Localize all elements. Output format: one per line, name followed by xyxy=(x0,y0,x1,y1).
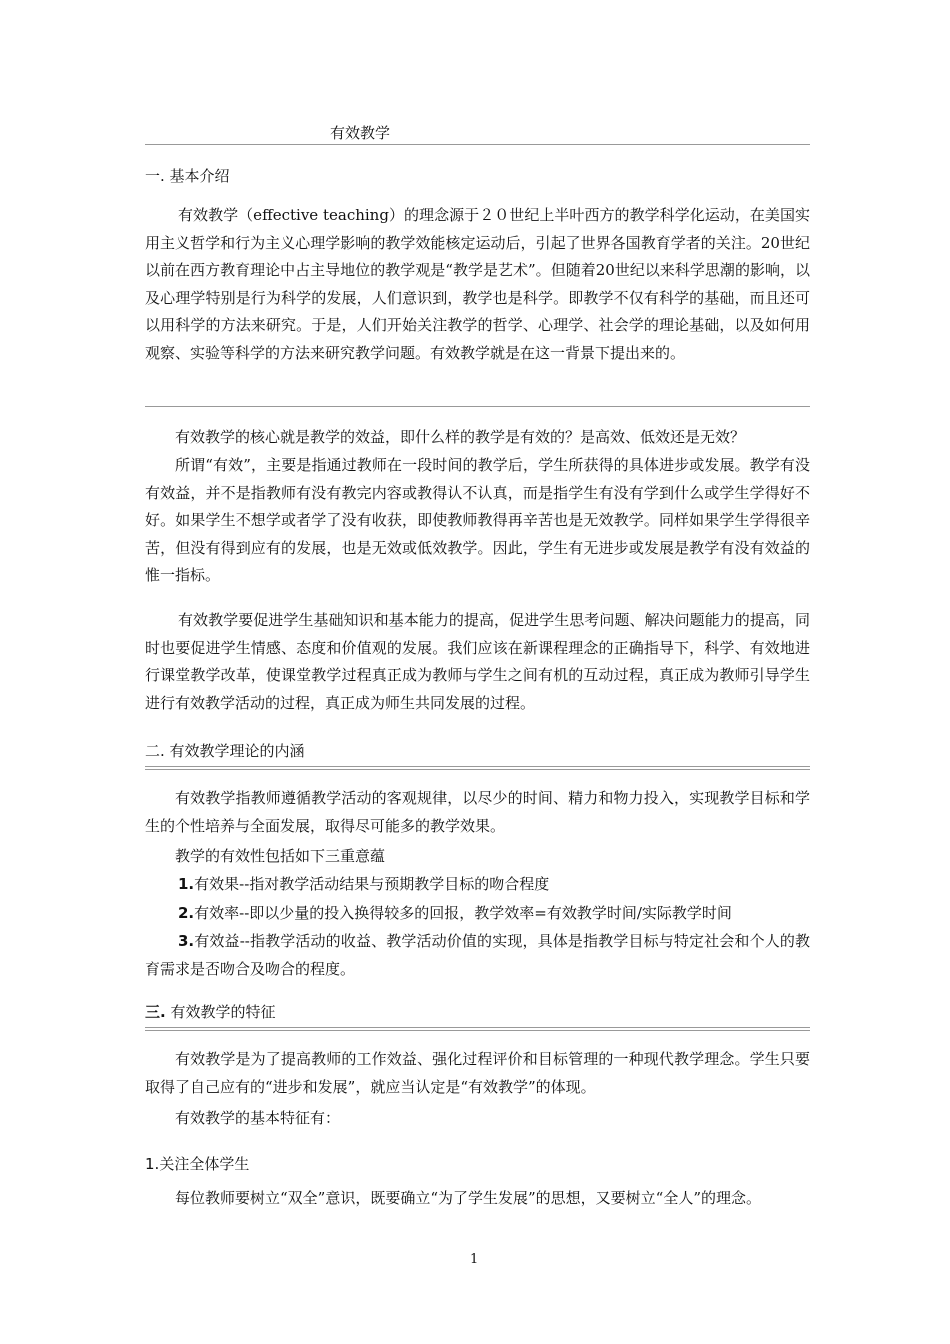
section-heading-number: 三. xyxy=(145,1003,166,1021)
paragraph-connotation-1: 有效教学指教师遵循教学活动的客观规律，以尽少的时间、精力和物力投入，实现教学目标和学生的个性培养与全面发展，取得尽可能多的教学效果。 xyxy=(145,789,810,835)
section-divider-connotation xyxy=(145,766,810,770)
list-item xyxy=(145,928,810,983)
paragraph-features-3: 每位教师要树立“双全”意识，既要确立“为了学生发展”的思想，又要树立“全人”的理念。 xyxy=(175,1189,762,1207)
list-item-number: 3. xyxy=(178,932,195,950)
section-divider-features xyxy=(145,1027,810,1031)
title-divider xyxy=(145,144,810,145)
paragraph-intro-1: 有效教学（effective teaching）的理念源于２０世纪上半叶西方的教学科学化运动，在美国实用主义哲学和行为主义心理学影响的教学效能核定运动后，引起了世界各国教育学者的关注。20世纪以前在西方教育理论中占主导地位的教学观是“教学是艺术”。但随着20世纪以来科学思潮的影响，以及心理学特别是行为科学的发展，人们意识到，教学也是科学。即教学不仅有科学的基础，而且还可以用科学的方法来研究。于是，人们开始关注教学的哲学、心理学、社会学的理论基础，以及如何用观察、实验等科学的方法来研究教学问题。有效教学就是在这一背景下提出来的。 xyxy=(145,206,810,362)
paragraph-intro-4: 有效教学要促进学生基础知识和基本能力的提高，促进学生思考问题、解决问题能力的提高，同时也要促进学生情感、态度和价值观的发展。我们应该在新课程理念的正确指导下，科学、有效地进行课堂教学改革，使课堂教学过程真正成为教师与学生之间有机的互动过程，真正成为教师引导学生进行有效教学活动的过程，真正成为师生共同发展的过程。 xyxy=(145,611,810,712)
page-number: 1 xyxy=(470,1252,479,1267)
document-title: 有效教学 xyxy=(330,124,391,142)
list-item-text: 有效率--即以少量的投入换得较多的回报，教学效率=有效教学时间/实际教学时间 xyxy=(194,904,732,922)
list-item-number: 2. xyxy=(178,904,195,922)
section-heading-text: 有效教学的特征 xyxy=(170,1003,276,1021)
paragraph-divider xyxy=(145,406,810,407)
list-item-text: 有效益--指教学活动的收益、教学活动价值的实现，具体是指教学目标与特定社会和个人的教育需求是否吻合及吻合的程度。 xyxy=(145,932,810,978)
paragraph-connotation-2: 教学的有效性包括如下三重意蕴 xyxy=(175,847,386,865)
subheading-all-students xyxy=(145,1153,249,1175)
section-heading-features xyxy=(145,1001,276,1023)
section-heading-connotation: 二. 有效教学理论的内涵 xyxy=(145,742,305,760)
list-item xyxy=(145,900,810,928)
paragraph-intro-2: 有效教学的核心就是教学的效益，即什么样的教学是有效的？是高效、低效还是无效？ xyxy=(175,428,746,446)
list-item-number: 1. xyxy=(178,875,195,893)
list-item xyxy=(145,871,810,899)
section-heading-intro: 一. 基本介绍 xyxy=(145,167,230,185)
paragraph-features-1: 有效教学是为了提高教师的工作效益、强化过程评价和目标管理的一种现代教学理念。学生只要取得了自己应有的“进步和发展”，就应当认定是“有效教学”的体现。 xyxy=(145,1050,810,1096)
subheading-text: 关注全体学生 xyxy=(159,1155,250,1173)
paragraph-features-2: 有效教学的基本特征有： xyxy=(175,1109,341,1127)
paragraph-intro-3: 所谓“有效”，主要是指通过教师在一段时间的教学后，学生所获得的具体进步或发展。教学有没有效益，并不是指教师有没有教完内容或教得认不认真，而是指学生有没有学到什么或学生学得好不好。如果学生不想学或者学了没有收获，即使教师教得再辛苦也是无效教学。同样如果学生学得很辛苦，但没有得到应有的发展，也是无效或低效教学。因此，学生有无进步或发展是教学有没有效益的惟一指标。 xyxy=(145,456,810,584)
list-item-text: 有效果--指对教学活动结果与预期教学目标的吻合程度 xyxy=(194,875,550,893)
subheading-number: 1. xyxy=(145,1155,160,1173)
